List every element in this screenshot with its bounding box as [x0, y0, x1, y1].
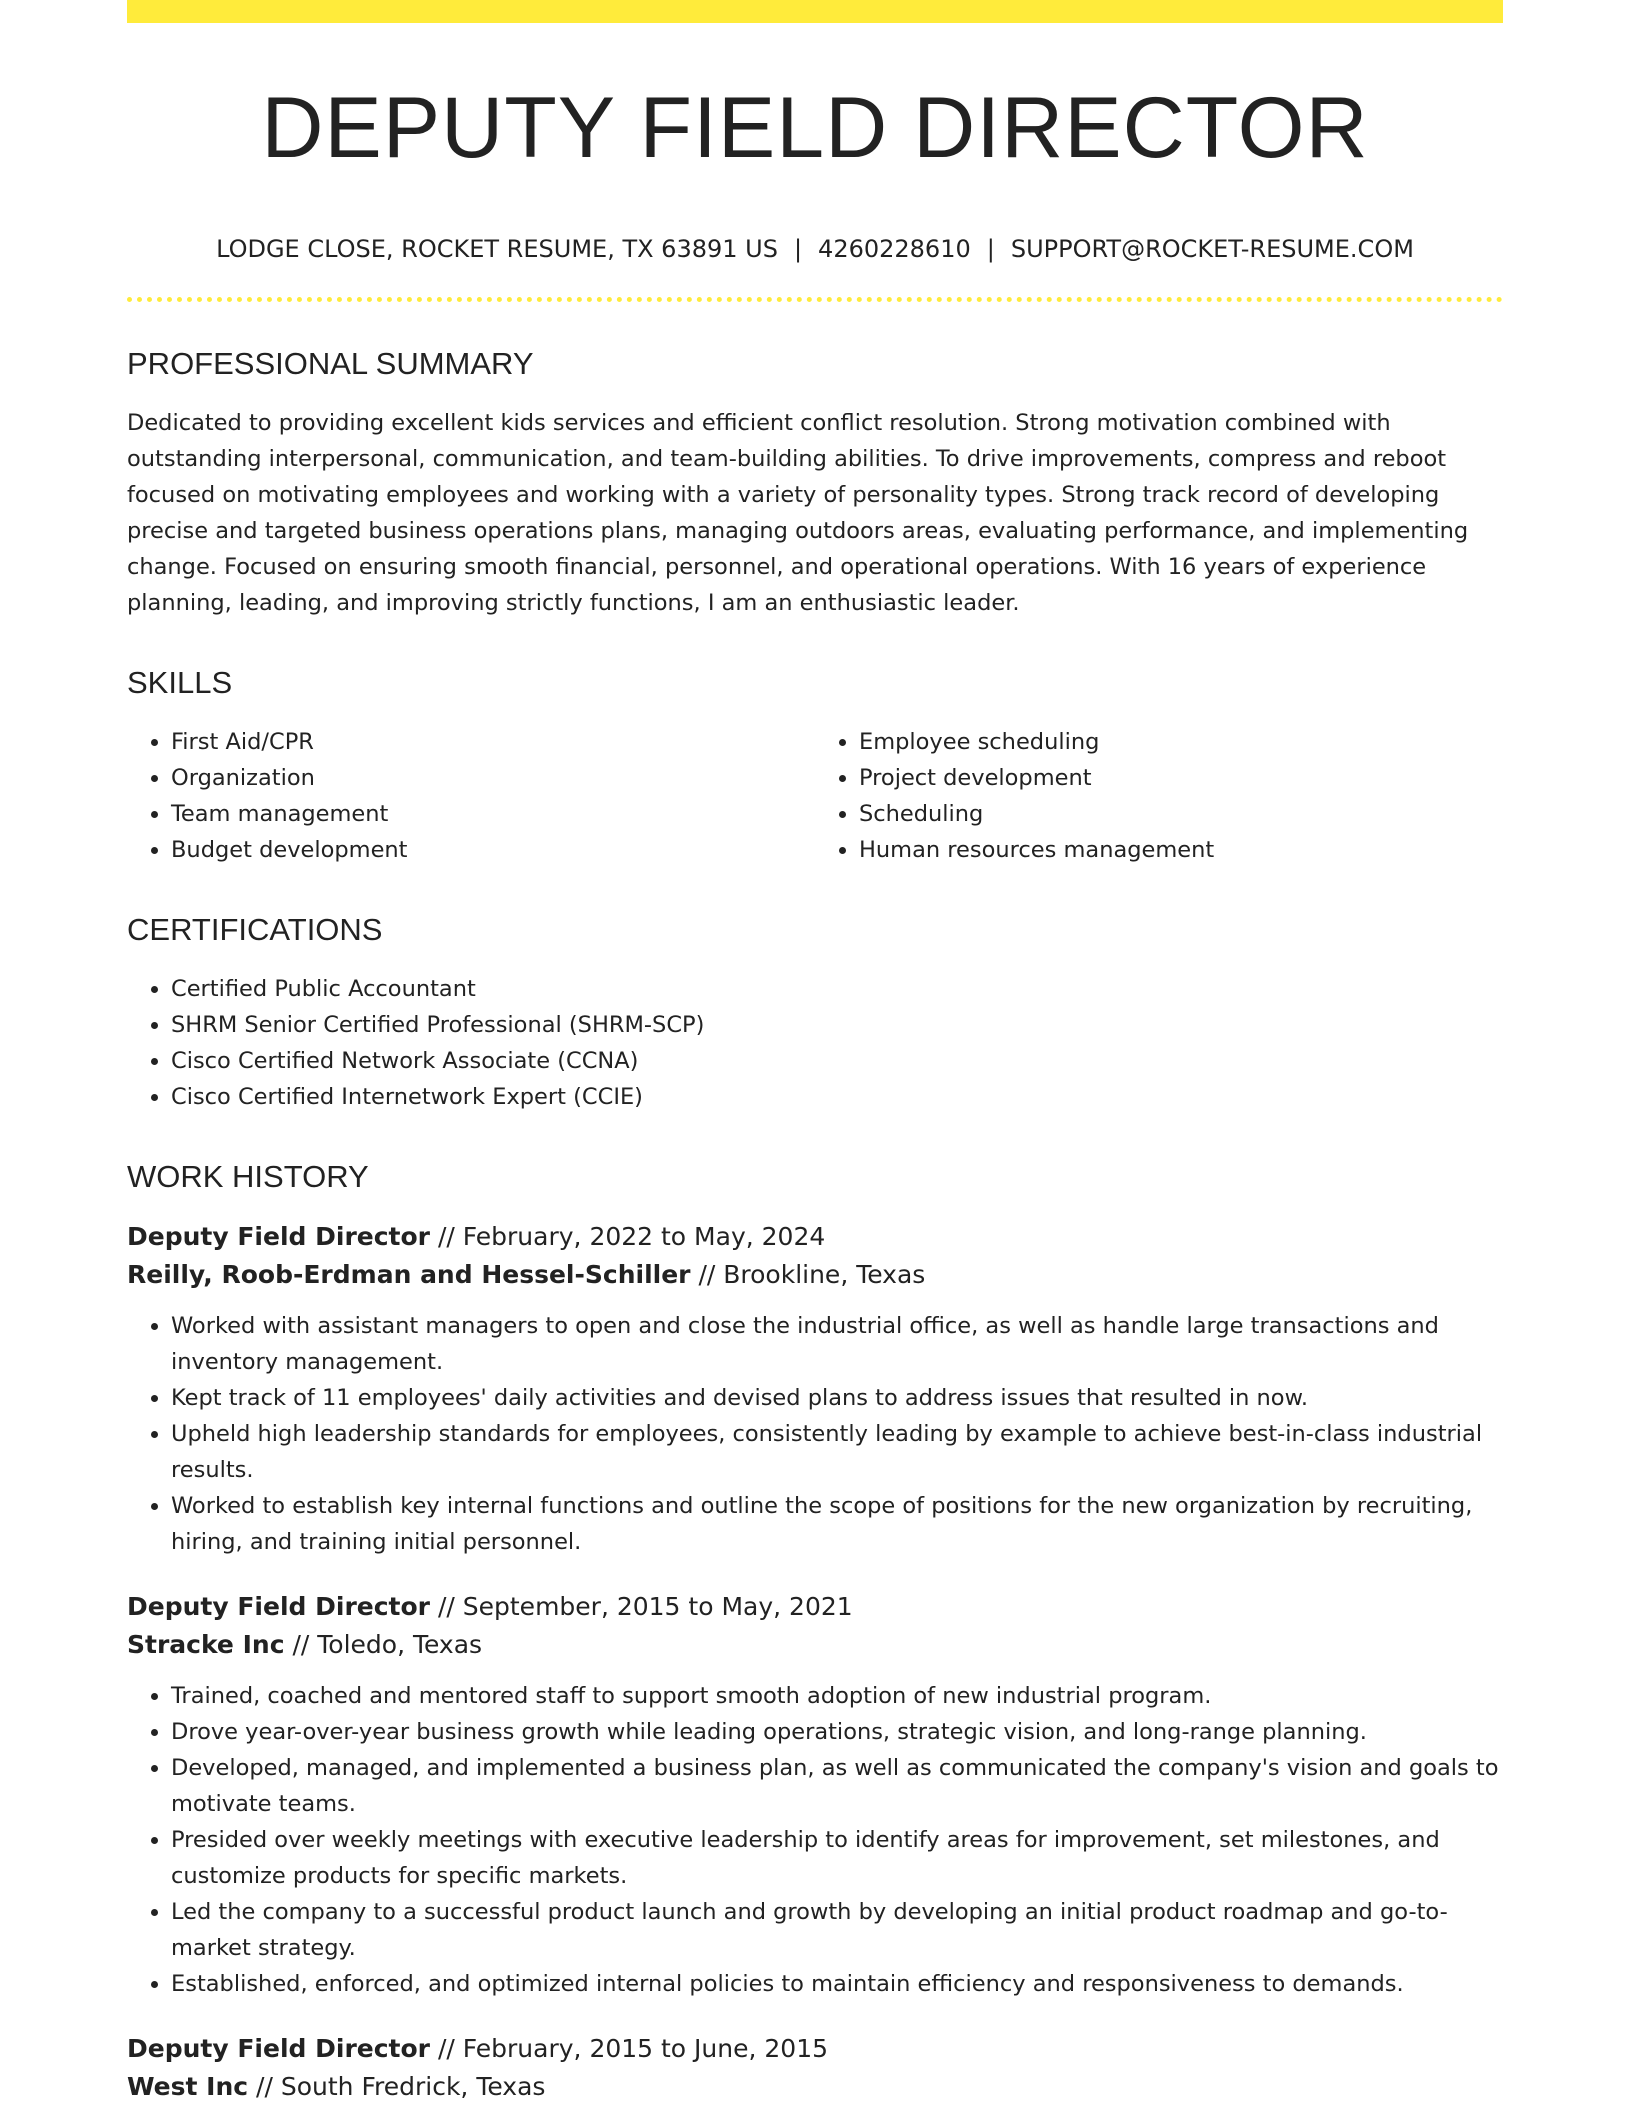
- skills-list: [127, 724, 1503, 868]
- certification-item: • Cisco Certified Internetwork Expert (CCIE): [171, 1079, 1503, 1115]
- job-entry: [127, 1218, 1503, 1560]
- job-company: Stracke Inc: [127, 1630, 285, 1659]
- summary-heading: PROFESSIONAL SUMMARY: [127, 346, 534, 381]
- job-bullet: • Worked to establish key internal functions and outline the scope of positions for the new organization by recruiting, hiring, and training initial personnel.: [171, 1488, 1503, 1560]
- job-delimiter: //: [430, 1592, 463, 1621]
- certification-item: • Cisco Certified Network Associate (CCNA): [171, 1043, 1503, 1079]
- contact-separator: |: [793, 235, 803, 263]
- job-dates: September, 2015 to May, 2021: [462, 1592, 853, 1621]
- job-company: Reilly, Roob-Erdman and Hessel-Schiller: [127, 1260, 691, 1289]
- accent-top-bar: [127, 0, 1503, 23]
- job-bullet: • Kept track of 11 employees' daily activities and devised plans to address issues that resulted in now.: [171, 1380, 1503, 1416]
- job-title: Deputy Field Director: [127, 1222, 431, 1251]
- job-company-line: [127, 1626, 1503, 1664]
- job-entry: [127, 2030, 1503, 2106]
- skills-heading: SKILLS: [127, 665, 233, 700]
- skills-right-column: [815, 724, 1503, 868]
- skill-item: • Budget development: [171, 832, 815, 868]
- job-entry: [127, 1588, 1503, 2002]
- contact-separator: |: [986, 235, 995, 263]
- job-delimiter: //: [284, 1630, 318, 1659]
- job-bullets: [127, 1678, 1503, 2002]
- job-bullets: [127, 1308, 1503, 1560]
- job-dates: February, 2022 to May, 2024: [462, 1222, 826, 1251]
- job-delimiter: //: [690, 1260, 724, 1289]
- skill-item: • Scheduling: [859, 796, 1503, 832]
- job-bullet: • Presided over weekly meetings with executive leadership to identify areas for improvement, set milestones, and customize products for specific markets.: [171, 1822, 1503, 1894]
- contact-email[interactable]: SUPPORT@ROCKET-RESUME.COM: [1010, 235, 1414, 263]
- dotted-divider: [127, 297, 1503, 302]
- job-delimiter: //: [248, 2072, 281, 2101]
- summary-text: Dedicated to providing excellent kids services and efficient conflict resolution. Strong motivation combined with outstanding interpersonal, communication, and team-building abilities. To drive improvements, compress and reboot focused on motivating employees and working with a variety of personality types. Strong track record of developing precise and targeted business operations plans, managing outdoors areas, evaluating performance, and implementing change. Focused on ensuring smooth financial, personnel, and operational operations. With 16 years of experience planning, leading, and improving strictly functions, I am an enthusiastic leader.: [127, 410, 1469, 616]
- work-history-heading: WORK HISTORY: [127, 1159, 369, 1194]
- skills-left-column: [127, 724, 815, 868]
- job-bullet: • Drove year-over-year business growth while leading operations, strategic vision, and long-range planning.: [171, 1714, 1503, 1750]
- skill-item: • Project development: [859, 760, 1503, 796]
- job-bullet: • Established, enforced, and optimized internal policies to maintain efficiency and responsiveness to demands.: [171, 1966, 1503, 2002]
- certification-item: • SHRM Senior Certified Professional (SHRM-SCP): [171, 1007, 1503, 1043]
- resume-name-heading: DEPUTY FIELD DIRECTOR: [261, 80, 1369, 176]
- contact-line: [127, 237, 1503, 261]
- skill-item: • Organization: [171, 760, 815, 796]
- certifications-list: [127, 971, 1503, 1115]
- job-bullet: • Worked with assistant managers to open and close the industrial office, as well as handle large transactions and inventory management.: [171, 1308, 1503, 1380]
- job-location: South Fredrick, Texas: [280, 2072, 546, 2101]
- job-title: Deputy Field Director: [127, 1592, 431, 1621]
- job-company: West Inc: [127, 2072, 249, 2101]
- job-location: Toledo, Texas: [317, 1630, 483, 1659]
- certification-item: • Certified Public Accountant: [171, 971, 1503, 1007]
- job-delimiter: //: [430, 1222, 463, 1251]
- job-title: Deputy Field Director: [127, 2034, 431, 2063]
- job-bullet: • Developed, managed, and implemented a business plan, as well as communicated the company's vision and goals to motivate teams.: [171, 1750, 1503, 1822]
- skill-item: • Team management: [171, 796, 815, 832]
- contact-phone[interactable]: 4260228610: [818, 235, 971, 263]
- job-bullet: • Trained, coached and mentored staff to support smooth adoption of new industrial program.: [171, 1678, 1503, 1714]
- job-title-line: [127, 1588, 1503, 1626]
- job-bullet: • Upheld high leadership standards for employees, consistently leading by example to achieve best-in-class industrial results.: [171, 1416, 1503, 1488]
- job-company-line: [127, 2068, 1503, 2106]
- skill-item: • Human resources management: [859, 832, 1503, 868]
- skill-item: • First Aid/CPR: [171, 724, 815, 760]
- skill-item: • Employee scheduling: [859, 724, 1503, 760]
- job-title-line: [127, 2030, 1503, 2068]
- job-bullet: • Led the company to a successful product launch and growth by developing an initial product roadmap and go-to-market strategy.: [171, 1894, 1503, 1966]
- job-location: Brookline, Texas: [723, 1260, 926, 1289]
- contact-address: LODGE CLOSE, ROCKET RESUME, TX 63891 US: [216, 235, 778, 263]
- resume-page: [127, 0, 1503, 2106]
- certifications-heading: CERTIFICATIONS: [127, 912, 383, 947]
- job-title-line: [127, 1218, 1503, 1256]
- job-dates: February, 2015 to June, 2015: [462, 2034, 829, 2063]
- job-company-line: [127, 1256, 1503, 1294]
- job-delimiter: //: [430, 2034, 463, 2063]
